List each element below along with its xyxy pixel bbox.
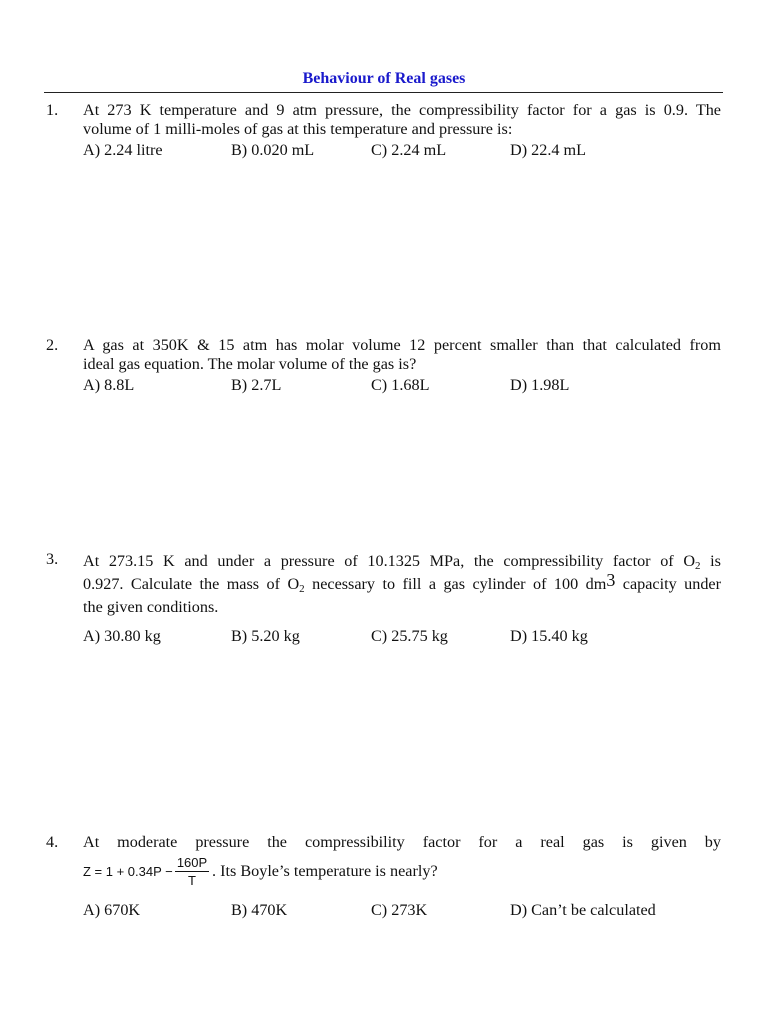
option-c[interactable]: C) 2.24 mL bbox=[371, 141, 447, 159]
question-text bbox=[83, 101, 721, 139]
option-c[interactable]: C) 25.75 kg bbox=[371, 627, 448, 645]
answer-options bbox=[83, 376, 723, 395]
option-c[interactable]: C) 1.68L bbox=[371, 376, 430, 394]
option-d[interactable]: D) 15.40 kg bbox=[510, 627, 588, 645]
equation-lhs: Z = 1 + 0.34P − bbox=[83, 864, 173, 879]
option-b[interactable]: B) 470K bbox=[231, 901, 288, 919]
question-line: ideal gas equation. The molar volume of the gas is? bbox=[83, 355, 417, 373]
question-text bbox=[83, 550, 721, 619]
option-a[interactable]: A) 670K bbox=[83, 901, 141, 919]
question-text bbox=[83, 336, 721, 374]
question-line: 0.927. Calculate the mass of $O_2$ necessary to fill a gas cylinder of 100 $dm^3$ capacity under bbox=[83, 570, 722, 595]
question-line: volume of 1 milli-moles of gas at this temperature and pressure is: bbox=[83, 120, 513, 138]
option-b[interactable]: B) 2.7L bbox=[231, 376, 282, 394]
option-b[interactable]: B) 5.20 kg bbox=[231, 627, 300, 645]
equation-fraction bbox=[175, 855, 209, 888]
fraction-numerator: 160P bbox=[176, 855, 208, 870]
answer-options bbox=[83, 901, 723, 920]
question-line: At moderate pressure the compressibility factor for a real gas is given by bbox=[83, 833, 721, 851]
question-line: At 273.15 K and under a pressure of 10.1325 MPa, the compressibility factor of $O_2$ is bbox=[83, 552, 721, 572]
option-a[interactable]: A) 8.8L bbox=[83, 376, 135, 394]
answer-options bbox=[83, 627, 723, 646]
option-d[interactable]: D) 1.98L bbox=[510, 376, 570, 394]
option-a[interactable]: A) 30.80 kg bbox=[83, 627, 161, 645]
question-number: 4. bbox=[46, 833, 59, 851]
option-b[interactable]: B) 0.020 mL bbox=[231, 141, 315, 159]
question-number: 1. bbox=[46, 101, 59, 119]
option-d[interactable]: D) Can’t be calculated bbox=[510, 901, 656, 919]
fraction-bar bbox=[175, 871, 209, 872]
option-a[interactable]: A) 2.24 litre bbox=[83, 141, 163, 159]
question-number: 3. bbox=[46, 550, 59, 568]
question-line: . Its Boyle’s temperature is nearly? bbox=[212, 862, 438, 880]
option-d[interactable]: D) 22.4 mL bbox=[510, 141, 586, 159]
option-c[interactable]: C) 273K bbox=[371, 901, 428, 919]
equation-line bbox=[83, 855, 721, 888]
question-text bbox=[83, 833, 721, 852]
question-line: At 273 K temperature and 9 atm pressure, the compressibility factor for a gas is 0.9. The bbox=[83, 101, 721, 119]
page-title: Behaviour of Real gases bbox=[302, 70, 466, 87]
answer-options bbox=[83, 141, 723, 160]
question-line: A gas at 350K & 15 atm has molar volume 12 percent smaller than that calculated from bbox=[83, 336, 721, 354]
question-line: the given conditions. bbox=[83, 598, 219, 616]
title-divider bbox=[44, 92, 723, 93]
fraction-denominator: T bbox=[188, 873, 196, 888]
question-number: 2. bbox=[46, 336, 59, 354]
